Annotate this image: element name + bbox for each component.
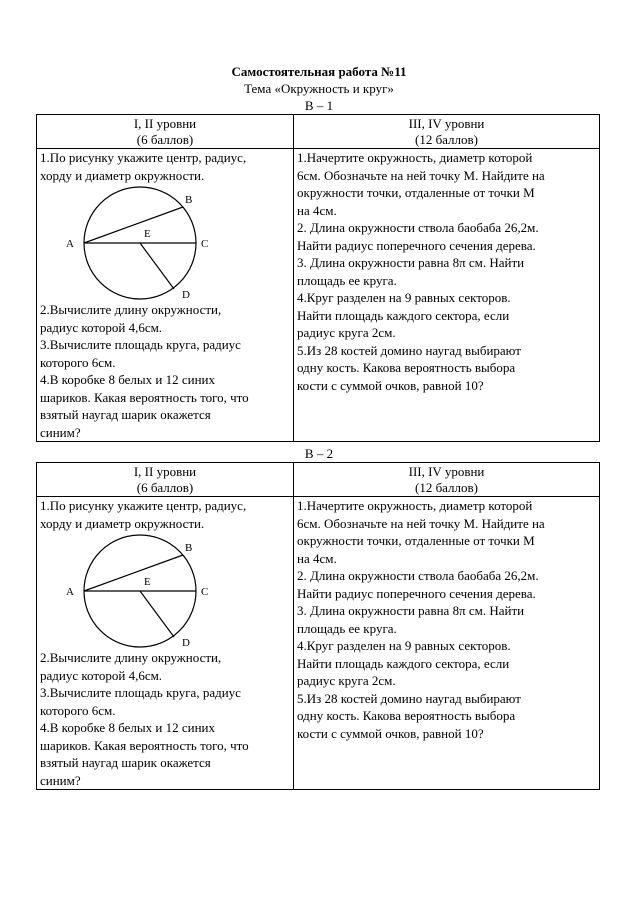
advanced-tasks-cell bbox=[294, 497, 600, 790]
label-b: B bbox=[185, 542, 193, 554]
task-line: 3.Вычислите площадь круга, радиус bbox=[40, 337, 241, 352]
label-d: D bbox=[182, 289, 190, 301]
level-header-basic bbox=[37, 463, 294, 497]
header-line: (6 баллов) bbox=[136, 132, 194, 147]
task-line: одну кость. Какова вероятность выбора bbox=[297, 708, 516, 723]
task-line: Найти площадь каждого сектора, если bbox=[297, 307, 510, 323]
task-line: на 4см. bbox=[297, 550, 337, 566]
radius-ed bbox=[140, 591, 174, 637]
label-c: C bbox=[201, 238, 209, 250]
variant-label: В – 1 bbox=[304, 98, 334, 113]
task-line: 1.Начертите окружность, диаметр которой bbox=[297, 498, 533, 513]
page-title: Самостоятельная работа №11 bbox=[231, 64, 407, 79]
task-line: синим? bbox=[40, 424, 81, 440]
task-line: 3.Вычислите площадь круга, радиус bbox=[40, 685, 241, 700]
task-line: 5.Из 28 костей домино наугад выбирают bbox=[297, 690, 521, 706]
task-line: Найти радиус поперечного сечения дерева. bbox=[297, 237, 536, 253]
label-b: B bbox=[185, 194, 193, 206]
task-line: которого 6см. bbox=[40, 702, 116, 718]
task-line: Найти площадь каждого сектора, если bbox=[297, 655, 510, 671]
level-header-basic bbox=[37, 115, 294, 149]
variant-label: В – 2 bbox=[304, 446, 334, 461]
task-line: 3. Длина окружности равна 8π см. Найти bbox=[297, 603, 525, 618]
task-line: радиус круга 2см. bbox=[297, 673, 396, 688]
task-line: окружности точки, отдаленные от точки М bbox=[297, 185, 535, 200]
level-header-advanced bbox=[294, 463, 600, 497]
task-line: радиус которой 4,6см. bbox=[40, 667, 163, 683]
task-line: взятый наугад шарик окажется bbox=[40, 755, 211, 770]
task-line: 2.Вычислите длину окружности, bbox=[40, 302, 222, 317]
task-line: 1.По рисунку укажите центр, радиус, bbox=[40, 150, 247, 165]
task-line: синим? bbox=[40, 772, 81, 788]
circle-figure bbox=[40, 185, 240, 301]
task-line: 4.В коробке 8 белых и 12 синих bbox=[40, 720, 215, 735]
task-line: которого 6см. bbox=[40, 354, 116, 370]
label-c: C bbox=[201, 586, 209, 598]
task-line: радиус которой 4,6см. bbox=[40, 319, 163, 335]
header-line: (6 баллов) bbox=[136, 480, 194, 495]
task-line: 6см. Обозначьте на ней точку М. Найдите на bbox=[297, 515, 545, 531]
chord-ab bbox=[84, 207, 183, 243]
task-line: 3. Длина окружности равна 8π см. Найти bbox=[297, 255, 525, 270]
chord-ab bbox=[84, 555, 183, 591]
header-line: (12 баллов) bbox=[414, 132, 479, 147]
task-line: одну кость. Какова вероятность выбора bbox=[297, 360, 516, 375]
header-line: III, IV уровни bbox=[408, 116, 485, 131]
basic-tasks-cell bbox=[37, 149, 294, 442]
task-line: 2. Длина окружности ствола баобаба 26,2м. bbox=[297, 220, 539, 235]
task-line: шариков. Какая вероятность того, что bbox=[40, 737, 249, 753]
task-line: 2.Вычислите длину окружности, bbox=[40, 650, 222, 665]
header-line: I, II уровни bbox=[133, 464, 197, 479]
level-header-advanced bbox=[294, 115, 600, 149]
header-line: (12 баллов) bbox=[414, 480, 479, 495]
advanced-tasks-cell bbox=[294, 149, 600, 442]
task-line: кости с суммой очков, равной 10? bbox=[297, 377, 484, 393]
label-a: A bbox=[66, 586, 74, 598]
task-line: кости с суммой очков, равной 10? bbox=[297, 725, 484, 741]
circle-figure bbox=[40, 533, 240, 649]
task-line: 4.Круг разделен на 9 равных секторов. bbox=[297, 290, 511, 305]
task-line: окружности точки, отдаленные от точки М bbox=[297, 533, 535, 548]
topic-subtitle: Тема «Окружность и круг» bbox=[244, 81, 394, 96]
task-line: площадь ее круга. bbox=[297, 272, 397, 288]
task-line: радиус круга 2см. bbox=[297, 325, 396, 340]
task-line: 1.По рисунку укажите центр, радиус, bbox=[40, 498, 247, 513]
basic-tasks-cell bbox=[37, 497, 294, 790]
task-line: хорду и диаметр окружности. bbox=[40, 167, 205, 183]
task-line: на 4см. bbox=[297, 202, 337, 218]
variant-table bbox=[36, 462, 600, 790]
task-line: площадь ее круга. bbox=[297, 620, 397, 636]
task-line: 4.Круг разделен на 9 равных секторов. bbox=[297, 638, 511, 653]
variant-table bbox=[36, 114, 600, 442]
task-line: 5.Из 28 костей домино наугад выбирают bbox=[297, 342, 521, 358]
label-e: E bbox=[144, 576, 151, 588]
radius-ed bbox=[140, 243, 174, 289]
task-line: взятый наугад шарик окажется bbox=[40, 407, 211, 422]
label-d: D bbox=[182, 637, 190, 649]
label-e: E bbox=[144, 228, 151, 240]
label-a: A bbox=[66, 238, 74, 250]
header-line: III, IV уровни bbox=[408, 464, 485, 479]
task-line: Найти радиус поперечного сечения дерева. bbox=[297, 585, 536, 601]
task-line: шариков. Какая вероятность того, что bbox=[40, 389, 249, 405]
task-line: 6см. Обозначьте на ней точку М. Найдите на bbox=[297, 167, 545, 183]
task-line: 2. Длина окружности ствола баобаба 26,2м. bbox=[297, 568, 539, 583]
header-line: I, II уровни bbox=[133, 116, 197, 131]
task-line: 1.Начертите окружность, диаметр которой bbox=[297, 150, 533, 165]
task-line: 4.В коробке 8 белых и 12 синих bbox=[40, 372, 215, 387]
task-line: хорду и диаметр окружности. bbox=[40, 515, 205, 531]
